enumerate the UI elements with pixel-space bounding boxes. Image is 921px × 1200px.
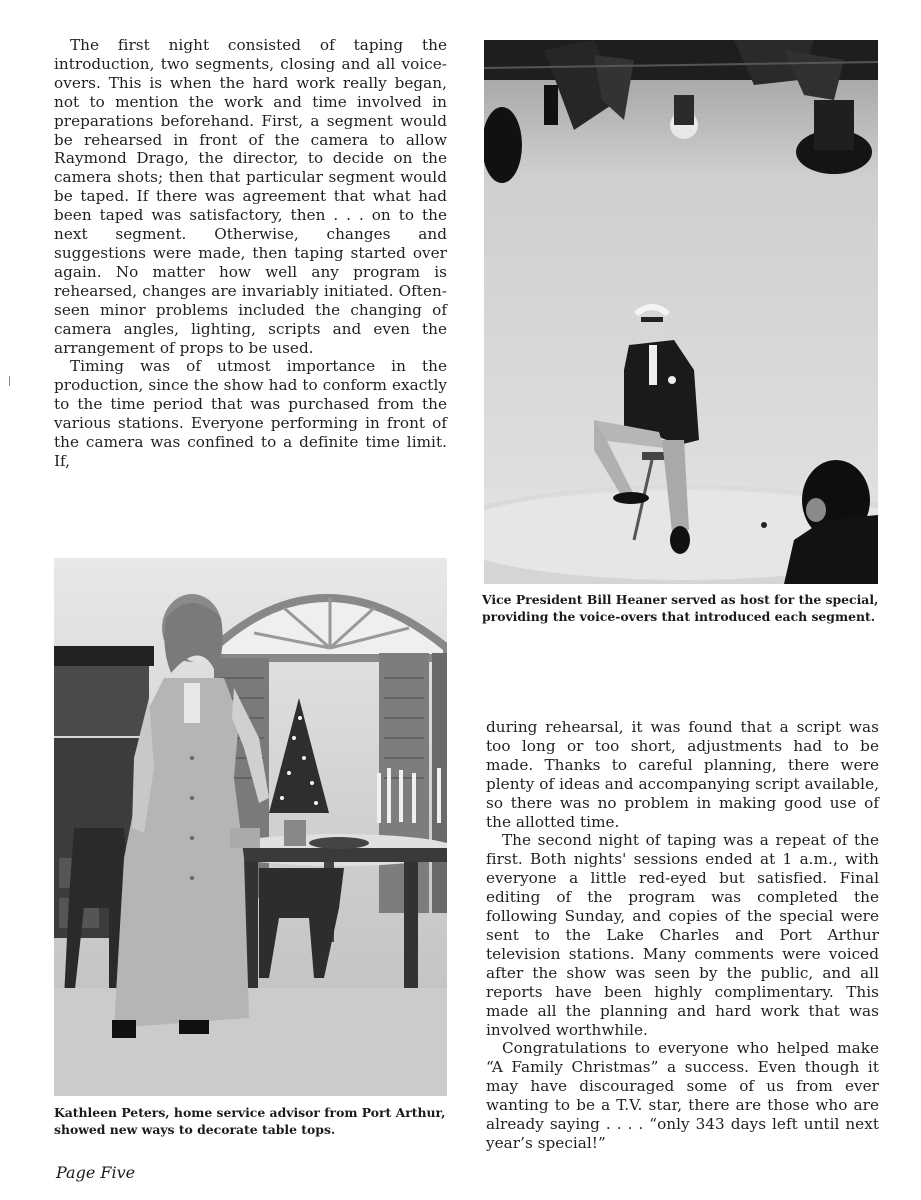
photo-kathleen-peters xyxy=(54,558,447,1096)
article-paragraph: during rehearsal, it was found that a script was too long or too short, adjustments had to be made. Thanks to careful planning, there were plenty of ideas and accompanying script available, so there was no problem in making good use of the allotted time. xyxy=(486,718,879,831)
photo-kathleen-peters-image xyxy=(54,558,447,1096)
article-paragraph: The first night consisted of taping the introduction, two segments, closing and all voice-overs. This is when the hard work really began, not to mention the work and time involved in preparations beforehand. First, a segment would be rehearsed in front of the camera to allow Raymond Drago, the director, to decide on the camera shots; then that particular segment would be taped. If there was agreement that what had been taped was satisfactory, then . . . on to the next segment. Otherwise, changes and suggestions were made, then taping started over again. No matter how well any program is rehearsed, changes are invariably initiated. Often-seen minor problems included the changing of camera angles, lighting, scripts and even the arrangement of props to be used. xyxy=(54,36,447,357)
page-number: Page Five xyxy=(56,1163,136,1182)
photo-bill-heaner xyxy=(484,40,878,584)
article-column-1 xyxy=(54,36,447,471)
article-paragraph: Timing was of utmost importance in the production, since the show had to conform exactly to the time period that was purchased from the various stations. Everyone performing in front of the camera was confined to a definite time limit. If, xyxy=(54,357,447,470)
photo-caption-heaner: Vice President Bill Heaner served as host for the special, providing the voice-overs that introduced each segment. xyxy=(482,592,879,624)
margin-mark xyxy=(9,376,10,386)
article-paragraph: The second night of taping was a repeat of the first. Both nights' sessions ended at 1 a.m., with everyone a little red-eyed but satisfied. Final editing of the program was completed the following Sunday, and copies of the special were sent to the Lake Charles and Port Arthur television stations. Many comments were voiced after the show was seen by the public, and all reports have been highly complimentary. This made all the planning and hard work that was involved worthwhile. xyxy=(486,831,879,1039)
photo-bill-heaner-image xyxy=(484,40,878,584)
article-paragraph: Congratulations to everyone who helped make “A Family Christmas” a success. Even though it may have discouraged some of us from ever wanting to be a T.V. star, there are those who are already saying . . . . “only 343 days left until next year’s special!” xyxy=(486,1039,879,1152)
photo-caption-peters: Kathleen Peters, home service advisor from Port Arthur, showed new ways to decorate table tops. xyxy=(54,1105,446,1137)
article-column-2 xyxy=(486,718,879,1153)
